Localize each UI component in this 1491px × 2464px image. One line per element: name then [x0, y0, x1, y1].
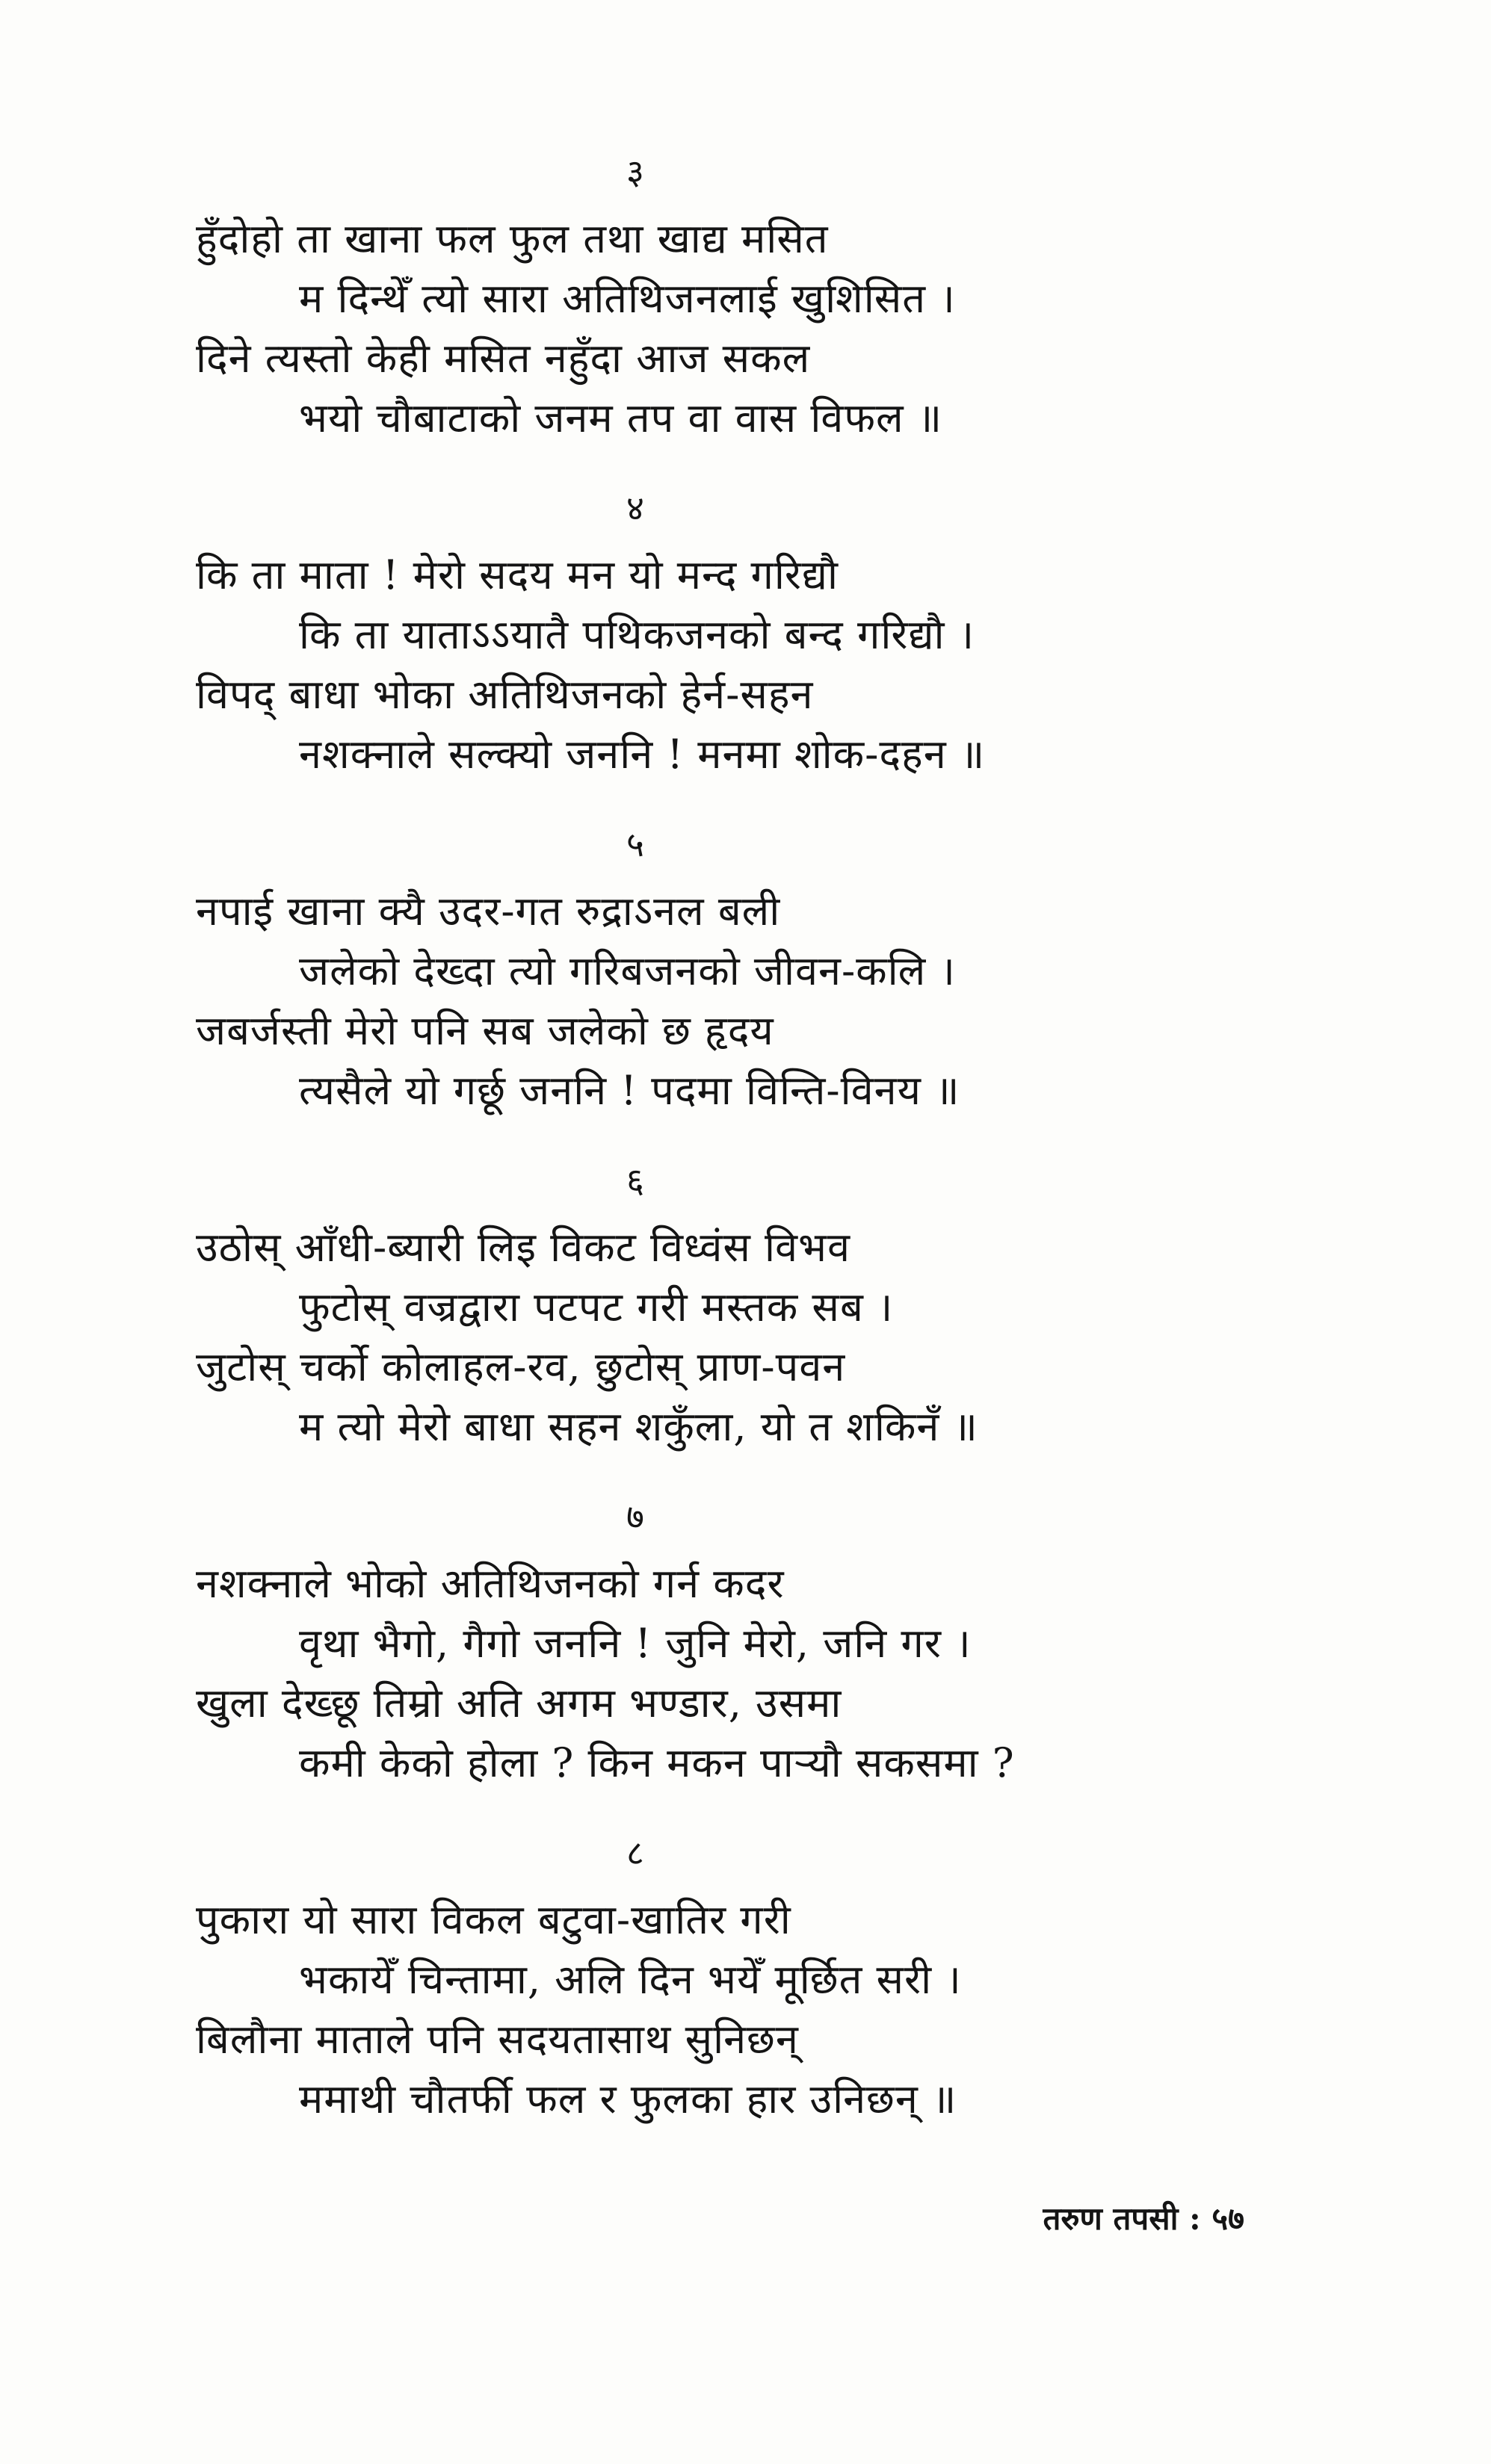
verse-line: भयो चौबाटाको जनम तप वा वास विफल ॥ — [299, 394, 943, 442]
verse-line: वृथा भैगो, गैगो जननि ! जुनि मेरो, जनि गर । — [299, 1620, 972, 1667]
verse-line: म त्यो मेरो बाधा सहन शकुँला, यो त शकिनँ ॥ — [299, 1403, 978, 1450]
stanza-number: ५ — [626, 824, 644, 864]
verse-line: कमी केको होला ? किन मकन पार्‍यौ सकसमा ? — [299, 1739, 1015, 1786]
verse-line: कि ता माता ! मेरो सदय मन यो मन्द गरिद्यौ — [196, 551, 839, 598]
verse-line: ममाथी चौतर्फी फल र फुलका हार उनिछन् ॥ — [299, 2075, 957, 2123]
verse-line: फुटोस् वज्रद्वारा पटपट गरी मस्तक सब । — [299, 1284, 894, 1331]
stanza-number: ६ — [626, 1160, 644, 1201]
verse-line: भकायेँ चिन्तामा, अलि दिन भयेँ मूर्छित सरी । — [299, 1956, 962, 2003]
verse-line: जुटोस् चर्को कोलाहल-रव, छुटोस् प्राण-पवन — [196, 1343, 846, 1390]
verse-line: नशक्नाले भोको अतिथिजनको गर्न कदर — [196, 1560, 785, 1607]
verse-line: विपद् बाधा भोका अतिथिजनको हेर्न-सहन — [196, 671, 814, 718]
page-footer: तरुण तपसी : ५७ — [1043, 2200, 1244, 2237]
stanza-number: ३ — [626, 152, 644, 192]
verse-line: खुला देख्छू तिम्रो अति अगम भण्डार, उसमा — [196, 1680, 842, 1727]
stanza-number: ४ — [626, 488, 644, 528]
verse-line: पुकारा यो सारा विकल बटुवा-खातिर गरी — [196, 1896, 791, 1943]
verse-line: त्यसैले यो गर्छू जननि ! पदमा विन्ति-विनय ॥ — [299, 1067, 960, 1114]
verse-line: जबर्जस्ती मेरो पनि सब जलेको छ हृदय — [196, 1007, 774, 1054]
verse-line: नपाई खाना क्यै उदर-गत रुद्राऽनल बली — [196, 888, 781, 935]
verse-line: दिने त्यस्तो केही मसित नहुँदा आज सकल — [196, 335, 811, 382]
verse-line: जलेको देख्दा त्यो गरिबजनको जीवन-कलि । — [299, 947, 956, 994]
verse-line: कि ता याताऽऽयातै पथिकजनको बन्द गरिद्यौ । — [299, 611, 975, 658]
verse-line: उठोस् आँधी-ब्यारी लिइ विकट विध्वंस विभव — [196, 1224, 851, 1271]
stanza-number: ७ — [626, 1496, 644, 1537]
verse-line: बिलौना माताले पनि सदयतासाथ सुनिछन् — [196, 2016, 799, 2063]
stanza-number: ८ — [626, 1833, 644, 1873]
verse-line: नशक्नाले सल्क्यो जननि ! मनमा शोक-दहन ॥ — [299, 731, 986, 778]
verse-line: हुँदोहो ता खाना फल फुल तथा खाद्य मसित — [196, 215, 829, 262]
verse-line: म दिन्थेँ त्यो सारा अतिथिजनलाई खुशिसित । — [299, 275, 956, 322]
